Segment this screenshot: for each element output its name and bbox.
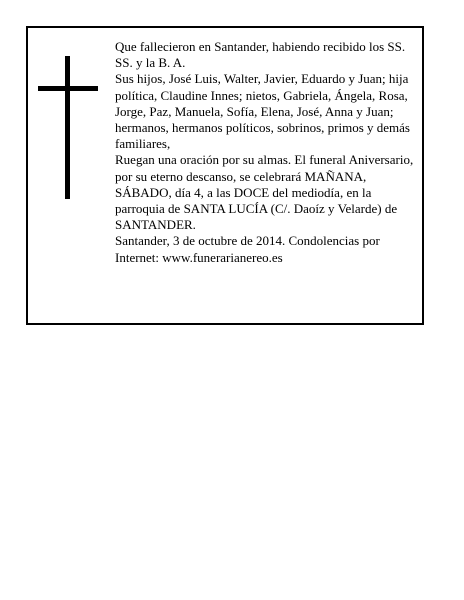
notice-text [115,39,423,266]
notice-paragraph-intro: Que fallecieron en Santander, habiendo recibido los SS. SS. y la B. A. [115,39,406,71]
notice-paragraph-funeral: Ruegan una oración por su almas. El funeral Aniversario, por su eterno descanso, se celebrará MAÑANA, SÁBADO, día 4, a las DOCE del mediodía, en la parroquia de SANTA LUCÍA (C/. Daoíz y Velarde) de SANTANDER. [115,152,414,233]
obituary-notice [26,26,424,325]
latin-cross-icon [38,56,98,199]
cross-vertical-bar [65,56,70,199]
cross-horizontal-bar [38,86,98,91]
notice-paragraph-closing: Santander, 3 de octubre de 2014. Condolencias por Internet: www.funerarianereo.es [115,233,380,265]
notice-paragraph-family: Sus hijos, José Luis, Walter, Javier, Eduardo y Juan; hija política, Claudine Innes; nietos, Gabriela, Ángela, Rosa, Jorge, Paz, Manuela, Sofía, Elena, José, Anna y Juan; hermanos, hermanos políticos, sobrinos, primos y demás familiares, [115,71,410,152]
